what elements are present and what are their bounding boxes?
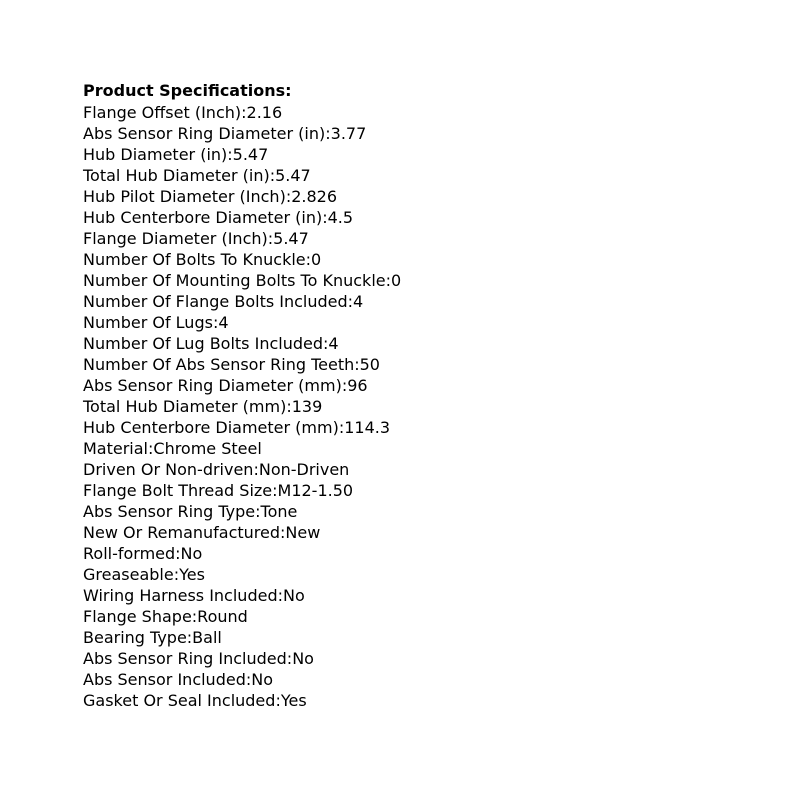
spec-value: Ball: [192, 628, 222, 647]
spec-value: 5.47: [273, 229, 309, 248]
spec-row: Bearing Type:Ball: [83, 628, 222, 647]
spec-label: Bearing Type: [83, 628, 187, 647]
spec-label: Flange Diameter (Inch): [83, 229, 268, 248]
spec-label: Abs Sensor Ring Diameter (mm): [83, 376, 342, 395]
spec-value: 139: [291, 397, 323, 416]
spec-value: 2.826: [291, 187, 338, 206]
spec-row: Number Of Mounting Bolts To Knuckle:0: [83, 271, 402, 290]
spec-row: Wiring Harness Included:No: [83, 586, 305, 605]
spec-label: Wiring Harness Included: [83, 586, 278, 605]
spec-row: Number Of Flange Bolts Included:4: [83, 292, 364, 311]
spec-row: Flange Bolt Thread Size:M12-1.50: [83, 481, 354, 500]
spec-value: Round: [197, 607, 248, 626]
spec-value: 5.47: [232, 145, 269, 164]
spec-row: Number Of Lug Bolts Included:4: [83, 334, 339, 353]
spec-label: Number Of Lug Bolts Included: [83, 334, 323, 353]
spec-value: Non-Driven: [258, 460, 350, 479]
spec-row: New Or Remanufactured:New: [83, 523, 321, 542]
spec-value: 50: [359, 355, 380, 374]
spec-label: Abs Sensor Ring Type: [83, 502, 256, 521]
spec-row: Flange Offset (Inch):2.16: [83, 103, 283, 122]
spec-value: 4: [353, 292, 364, 311]
spec-row: Hub Pilot Diameter (Inch):2.826: [83, 187, 338, 206]
spec-value: No: [282, 586, 305, 605]
spec-label: Abs Sensor Ring Included: [83, 649, 287, 668]
spec-label: Hub Centerbore Diameter (mm): [83, 418, 339, 437]
spec-label: Number Of Flange Bolts Included: [83, 292, 348, 311]
spec-row: Total Hub Diameter (mm):139: [83, 397, 323, 416]
spec-row: Number Of Bolts To Knuckle:0: [83, 250, 322, 269]
spec-label: Total Hub Diameter (in): [83, 166, 270, 185]
spec-label: Hub Diameter (in): [83, 145, 228, 164]
spec-row: Hub Centerbore Diameter (mm):114.3: [83, 418, 391, 437]
spec-value: New: [285, 523, 321, 542]
spec-value: 5.47: [275, 166, 311, 185]
spec-label: Number Of Mounting Bolts To Knuckle: [83, 271, 386, 290]
spec-row: Driven Or Non-driven:Non-Driven: [83, 460, 350, 479]
spec-label: Number Of Abs Sensor Ring Teeth: [83, 355, 355, 374]
spec-row: Abs Sensor Ring Diameter (in):3.77: [83, 124, 367, 143]
spec-row: Abs Sensor Included:No: [83, 670, 274, 689]
spec-label: Gasket Or Seal Included: [83, 691, 276, 710]
spec-value: 114.3: [344, 418, 391, 437]
spec-value: Yes: [179, 565, 205, 584]
spec-value: 4: [328, 334, 339, 353]
spec-row: Hub Diameter (in):5.47: [83, 145, 269, 164]
spec-row: Flange Shape:Round: [83, 607, 248, 626]
spec-row: Abs Sensor Ring Included:No: [83, 649, 314, 668]
spec-row: Number Of Abs Sensor Ring Teeth:50: [83, 355, 380, 374]
spec-value: 0: [311, 250, 322, 269]
spec-row: Greaseable:Yes: [83, 565, 205, 584]
spec-label: Hub Centerbore Diameter (in): [83, 208, 323, 227]
spec-label: Material: [83, 439, 148, 458]
spec-value: No: [251, 670, 274, 689]
spec-row: Hub Centerbore Diameter (in):4.5: [83, 208, 354, 227]
spec-value: M12-1.50: [277, 481, 354, 500]
spec-label: Roll-formed: [83, 544, 176, 563]
spec-row: Flange Diameter (Inch):5.47: [83, 229, 309, 248]
spec-label: Total Hub Diameter (mm): [83, 397, 287, 416]
spec-row: Abs Sensor Ring Type:Tone: [83, 502, 298, 521]
spec-row: Total Hub Diameter (in):5.47: [83, 166, 311, 185]
spec-label: Driven Or Non-driven: [83, 460, 254, 479]
spec-value: Tone: [260, 502, 298, 521]
spec-row: Material:Chrome Steel: [83, 439, 262, 458]
spec-row: Gasket Or Seal Included:Yes: [83, 691, 307, 710]
spec-value: 4.5: [327, 208, 354, 227]
spec-value: No: [292, 649, 314, 668]
spec-label: New Or Remanufactured: [83, 523, 281, 542]
spec-row: Roll-formed:No: [83, 544, 203, 563]
spec-label: Number Of Lugs: [83, 313, 213, 332]
spec-row: Number Of Lugs:4: [83, 313, 229, 332]
specifications-list: [83, 102, 783, 711]
spec-label: Flange Offset (Inch): [83, 103, 242, 122]
product-specifications: [83, 80, 783, 711]
spec-value: 3.77: [330, 124, 367, 143]
spec-value: 2.16: [246, 103, 283, 122]
spec-row: Abs Sensor Ring Diameter (mm):96: [83, 376, 368, 395]
specifications-heading: Product Specifications:: [83, 81, 292, 100]
spec-value: Yes: [280, 691, 307, 710]
spec-label: Hub Pilot Diameter (Inch): [83, 187, 286, 206]
spec-label: Flange Bolt Thread Size: [83, 481, 273, 500]
spec-label: Abs Sensor Ring Diameter (in): [83, 124, 326, 143]
spec-value: No: [180, 544, 203, 563]
spec-label: Flange Shape: [83, 607, 192, 626]
spec-label: Abs Sensor Included: [83, 670, 246, 689]
spec-value: 4: [218, 313, 229, 332]
spec-label: Number Of Bolts To Knuckle: [83, 250, 306, 269]
spec-value: 96: [347, 376, 368, 395]
spec-value: Chrome Steel: [153, 439, 262, 458]
spec-value: 0: [391, 271, 402, 290]
spec-label: Greaseable: [83, 565, 174, 584]
